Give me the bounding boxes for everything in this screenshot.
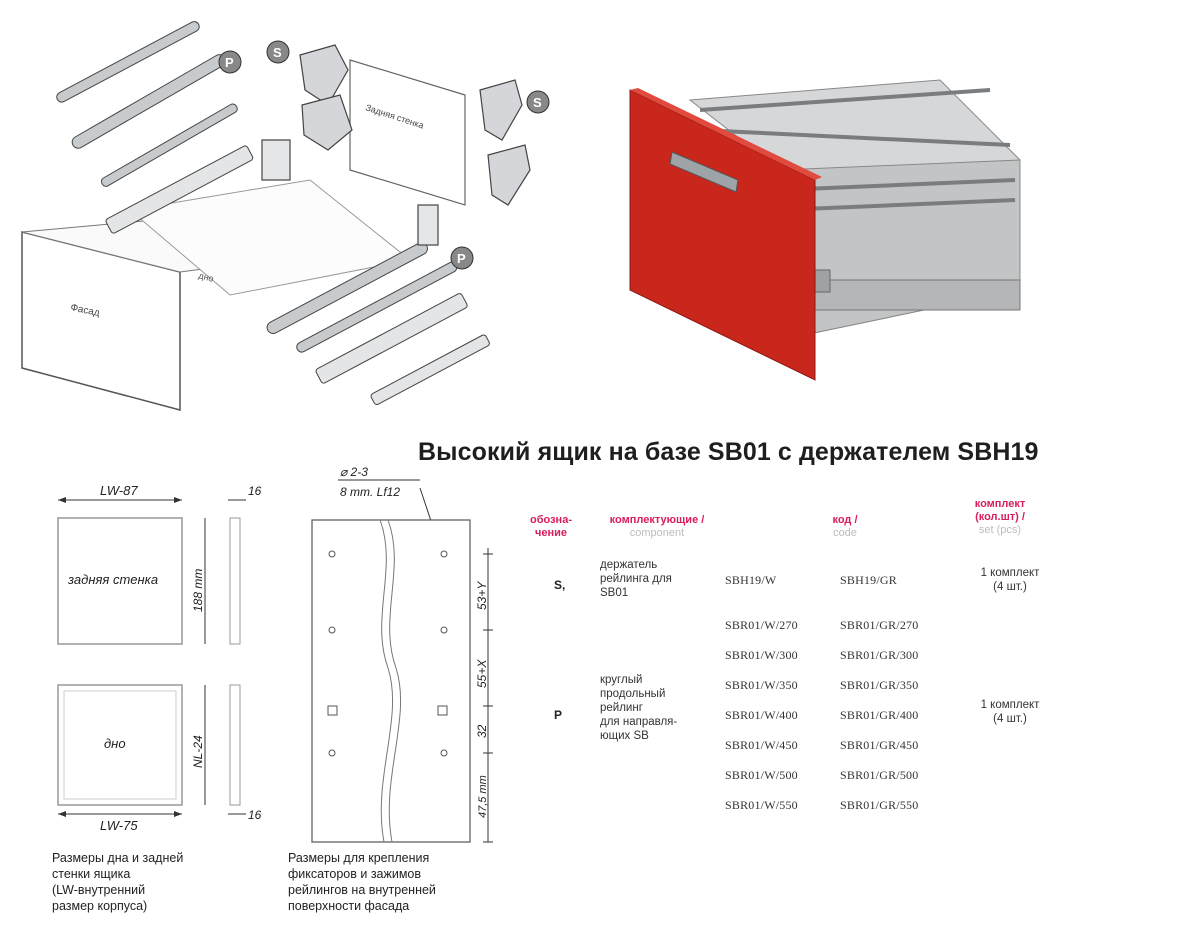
header-code bbox=[790, 514, 900, 540]
callout-p-1-label: P bbox=[225, 55, 234, 70]
callout-s-1-label: S bbox=[273, 45, 282, 60]
header-set bbox=[950, 498, 1050, 537]
header-mark-line2: чение bbox=[534, 527, 568, 539]
row-p-code-gr-270: SBR01/GR/270 bbox=[840, 618, 919, 632]
row-p-code-gr-300: SBR01/GR/300 bbox=[840, 648, 919, 662]
drill-spec-line2: 8 mm. Lf12 bbox=[340, 485, 401, 499]
callout-p-2-label: P bbox=[457, 251, 466, 266]
row-p-code-w-400: SBR01/W/400 bbox=[725, 708, 798, 722]
thickness-bottom-dim: 16 bbox=[248, 808, 262, 822]
callout-s-1 bbox=[267, 41, 289, 63]
header-mark bbox=[520, 514, 582, 540]
callout-p-1 bbox=[219, 51, 241, 73]
header-parts bbox=[592, 514, 722, 540]
back-wall-and-bottom-dimensions bbox=[40, 480, 280, 840]
back-wall-panel bbox=[350, 60, 465, 205]
specification-table bbox=[520, 498, 1180, 828]
row-s-code-w: SBH19/W bbox=[725, 573, 777, 587]
row-p-code-gr-400: SBR01/GR/400 bbox=[840, 708, 919, 722]
callout-p-2 bbox=[451, 247, 473, 269]
drawer-3d-render bbox=[590, 40, 1050, 400]
header-parts-en: component bbox=[629, 527, 685, 539]
row-p-set: 1 комплект (4 шт.) bbox=[980, 699, 1040, 725]
row-s-set: 1 комплект (4 шт.) bbox=[980, 567, 1040, 593]
callout-s-2-label: S bbox=[533, 95, 542, 110]
dim-55-x: 55+X bbox=[475, 659, 489, 688]
row-p-code-w-550: SBR01/W/550 bbox=[725, 798, 798, 812]
row-p-code-w-300: SBR01/W/300 bbox=[725, 648, 798, 662]
page-title: Высокий ящик на базе SB01 с держателем SBH19 bbox=[418, 438, 1039, 466]
row-p-code-gr-350: SBR01/GR/350 bbox=[840, 678, 919, 692]
callout-s-2 bbox=[527, 91, 549, 113]
back-wall-text: задняя стенка bbox=[68, 572, 159, 587]
row-p-code-w-350: SBR01/W/350 bbox=[725, 678, 798, 692]
row-p-mark: P bbox=[554, 708, 563, 722]
bottom-depth-dim: NL-24 bbox=[191, 735, 205, 768]
row-p-code-gr-500: SBR01/GR/500 bbox=[840, 768, 919, 782]
header-set-ru2: (кол.шт) / bbox=[975, 511, 1025, 523]
header-set-en: set (pcs) bbox=[978, 524, 1022, 536]
dim-32: 32 bbox=[475, 724, 489, 738]
row-p-code-w-500: SBR01/W/500 bbox=[725, 768, 798, 782]
exploded-assembly-diagram bbox=[10, 10, 570, 420]
row-s-description: держатель рейлинга для SB01 bbox=[600, 559, 672, 599]
back-wall-label: Задняя стенка bbox=[364, 102, 426, 131]
header-code-en: code bbox=[833, 527, 857, 539]
row-p-code-gr-550: SBR01/GR/550 bbox=[840, 798, 919, 812]
bottom-width-dim: LW-75 bbox=[100, 818, 138, 833]
facade-label: Фасад bbox=[69, 302, 101, 320]
bottom-plate-label: дно bbox=[197, 270, 215, 284]
row-p-code-w-270: SBR01/W/270 bbox=[725, 618, 798, 632]
row-s-mark: S, bbox=[554, 578, 566, 592]
header-parts-ru: комплектующие / bbox=[609, 514, 705, 526]
back-width-dim: LW-87 bbox=[100, 483, 138, 498]
header-set-ru1: комплект bbox=[974, 498, 1026, 510]
row-s-code-gr: SBH19/GR bbox=[840, 573, 897, 587]
drill-spec-line1: ⌀ 2-3 bbox=[340, 465, 368, 479]
dim-53-y: 53+Y bbox=[475, 581, 489, 610]
thickness-top-dim: 16 bbox=[248, 484, 262, 498]
back-height-dim: 188 mm bbox=[191, 568, 205, 612]
caption-bottom-and-back-dimensions: Размеры дна и задней стенки ящика (LW-внутренний размер корпуса) bbox=[52, 851, 184, 913]
bottom-text: дно bbox=[104, 736, 126, 751]
caption-facade-fixing-dimensions: Размеры для крепления фиксаторов и зажимов рейлингов на внутренней поверхности фасада bbox=[288, 851, 436, 913]
row-p-code-w-450: SBR01/W/450 bbox=[725, 738, 798, 752]
row-p-code-gr-450: SBR01/GR/450 bbox=[840, 738, 919, 752]
dim-47-5: 47,5 mm bbox=[477, 775, 489, 818]
header-code-ru: код / bbox=[832, 514, 858, 526]
row-p-description: круглый продольный рейлинг для направля- ющих SB bbox=[600, 674, 678, 742]
facade-drilling-diagram bbox=[280, 458, 520, 848]
header-mark-line1: обозна- bbox=[530, 514, 572, 526]
